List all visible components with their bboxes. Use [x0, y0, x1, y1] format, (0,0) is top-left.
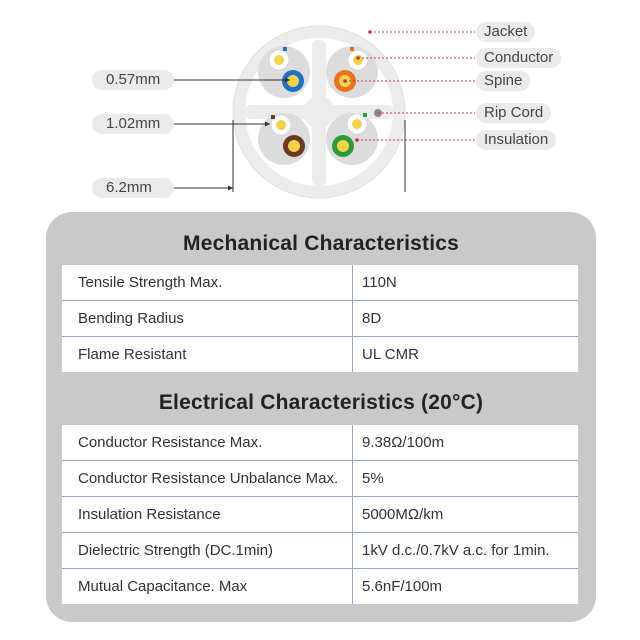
insulation-diameter-label: 1.02mm — [92, 114, 174, 134]
spec-name-cell: Flame Resistant — [62, 337, 353, 373]
brown-stripe — [271, 115, 275, 119]
spec-value-cell: 5.6nF/100m — [362, 578, 443, 595]
spine-center — [303, 96, 335, 128]
blue-stripe — [283, 47, 287, 51]
spec-name-cell: Dielectric Strength (DC.1min) — [62, 533, 353, 569]
orange-stripe — [350, 47, 354, 51]
spec-name-cell: Bending Radius — [62, 301, 353, 337]
spec-name-cell: Conductor Resistance Max. — [62, 425, 353, 461]
spec-value-cell: 5% — [353, 461, 579, 497]
green-stripe — [363, 113, 367, 117]
spine-label: Spine — [476, 71, 530, 91]
brown-white-conductor — [276, 120, 286, 130]
table-row — [62, 497, 578, 533]
spec-value-cell: 1kV d.c./0.7kV a.c. for 1min. — [353, 533, 579, 569]
cable-diameter-label: 6.2mm — [92, 178, 174, 198]
electrical-table — [62, 425, 578, 604]
spec-name-cell: Tensile Strength Max. — [62, 265, 353, 301]
table-row — [62, 425, 578, 461]
spec-value-cell: 8D — [353, 301, 579, 337]
spec-value-cell: 5000MΩ/km — [353, 497, 579, 533]
table-row — [62, 533, 578, 569]
spec-name-cell: Conductor Resistance Unbalance Max. — [62, 461, 353, 497]
spec-value-cell: 9.38Ω/100m — [353, 425, 579, 461]
table-row — [62, 337, 578, 373]
blue-white-conductor — [274, 55, 284, 65]
mechanical-table — [62, 265, 578, 372]
spec-value-cell: 110N — [353, 265, 579, 301]
characteristics-panel — [46, 212, 596, 622]
spec-name-cell: Insulation Resistance — [62, 497, 353, 533]
spec-name-cell: Mutual Capacitance. Max — [62, 569, 353, 605]
jacket-label: Jacket — [476, 22, 535, 42]
blue-wire-conductor — [287, 75, 299, 87]
conductor-label: Conductor — [476, 48, 561, 68]
green-white-conductor — [352, 119, 362, 129]
table-row — [62, 301, 578, 337]
mechanical-title: Mechanical Characteristics — [183, 232, 459, 255]
table-row — [62, 265, 578, 301]
brown-wire-conductor — [288, 140, 300, 152]
electrical-title: Electrical Characteristics (20°C) — [158, 391, 484, 414]
insulation-label: Insulation — [476, 130, 556, 150]
table-row — [62, 461, 578, 497]
table-row — [62, 569, 578, 605]
rip-cord-label: Rip Cord — [476, 103, 551, 123]
green-wire-conductor — [337, 140, 349, 152]
spec-value-cell: UL CMR — [362, 346, 419, 363]
conductor-diameter-label: 0.57mm — [92, 70, 174, 90]
